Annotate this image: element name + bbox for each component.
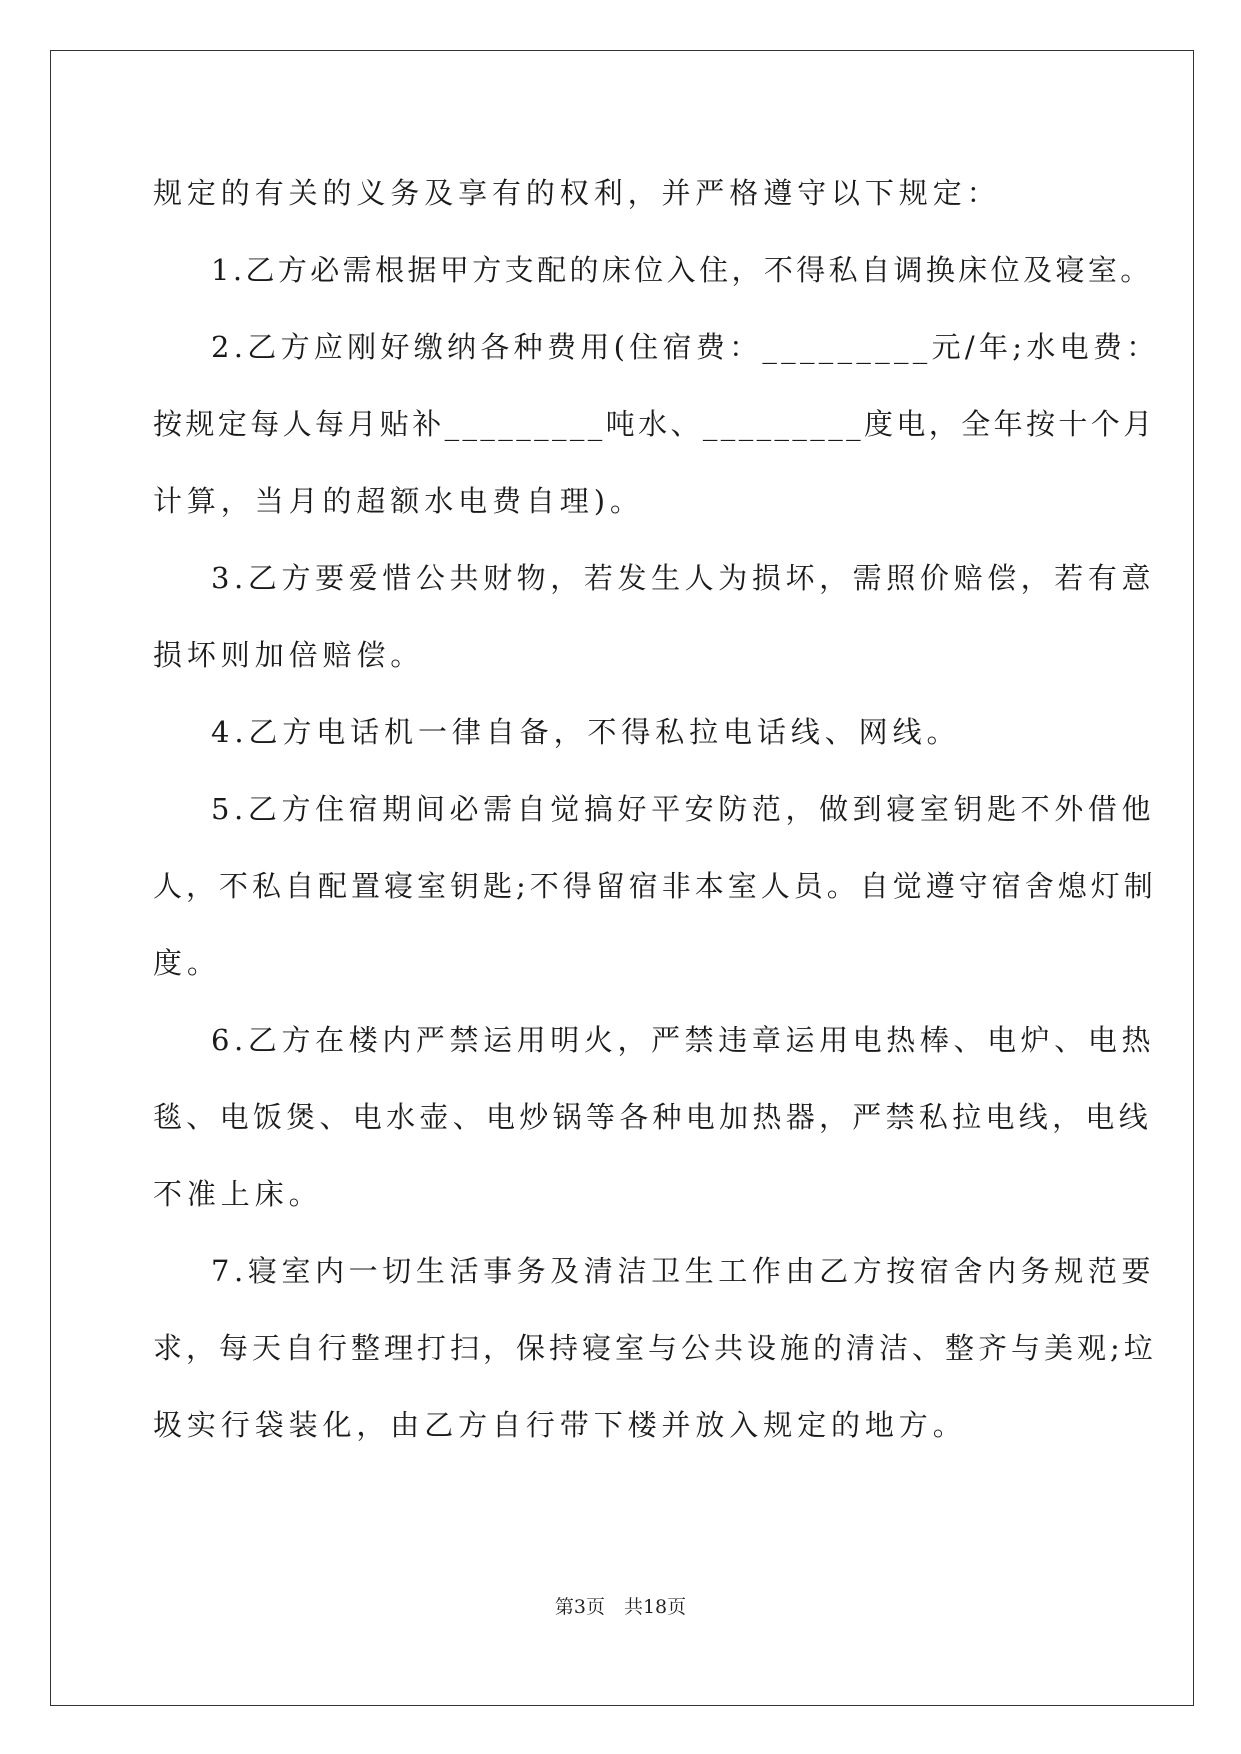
text-line: 4.乙方电话机一律自备，不得私拉电话线、网线。 (211, 715, 961, 749)
text-line: 1.乙方必需根据甲方支配的床位入住，不得私自调换床位及寝室。 (211, 253, 1153, 287)
text-line: 人，不私自配置寝室钥匙;不得留宿非本室人员。自觉遵守宿舍熄灯制 (153, 869, 1157, 903)
text-line: 毯、电饭煲、电水壶、电炒锅等各种电加热器，严禁私拉电线，电线 (153, 1100, 1153, 1134)
text-line: 不准上床。 (153, 1177, 323, 1211)
page-number-footer: 第3页 共18页 (554, 1596, 687, 1618)
text-line: 7.寝室内一切生活事务及清洁卫生工作由乙方按宿舍内务规范要 (211, 1254, 1156, 1288)
text-line: 5.乙方住宿期间必需自觉搞好平安防范，做到寝室钥匙不外借他 (211, 792, 1156, 826)
text-line: 圾实行袋装化，由乙方自行带下楼并放入规定的地方。 (153, 1408, 967, 1442)
text-line: 损坏则加倍赔偿。 (153, 638, 425, 672)
text-line: 2.乙方应刚好缴纳各种费用(住宿费：_________元/年;水电费： (211, 330, 1160, 364)
text-line: 求，每天自行整理打扫，保持寝室与公共设施的清洁、整齐与美观;垃 (153, 1331, 1157, 1365)
text-line: 计算，当月的超额水电费自理)。 (153, 484, 644, 518)
text-line: 6.乙方在楼内严禁运用明火，严禁违章运用电热棒、电炉、电热 (211, 1023, 1156, 1057)
text-line: 度。 (153, 946, 221, 980)
text-line: 3.乙方要爱惜公共财物，若发生人为损坏，需照价赔偿，若有意 (211, 561, 1156, 595)
text-line: 按规定每人每月贴补_________吨水、_________度电，全年按十个月 (153, 407, 1156, 441)
text-line: 规定的有关的义务及享有的权利，并严格遵守以下规定： (153, 176, 1001, 210)
